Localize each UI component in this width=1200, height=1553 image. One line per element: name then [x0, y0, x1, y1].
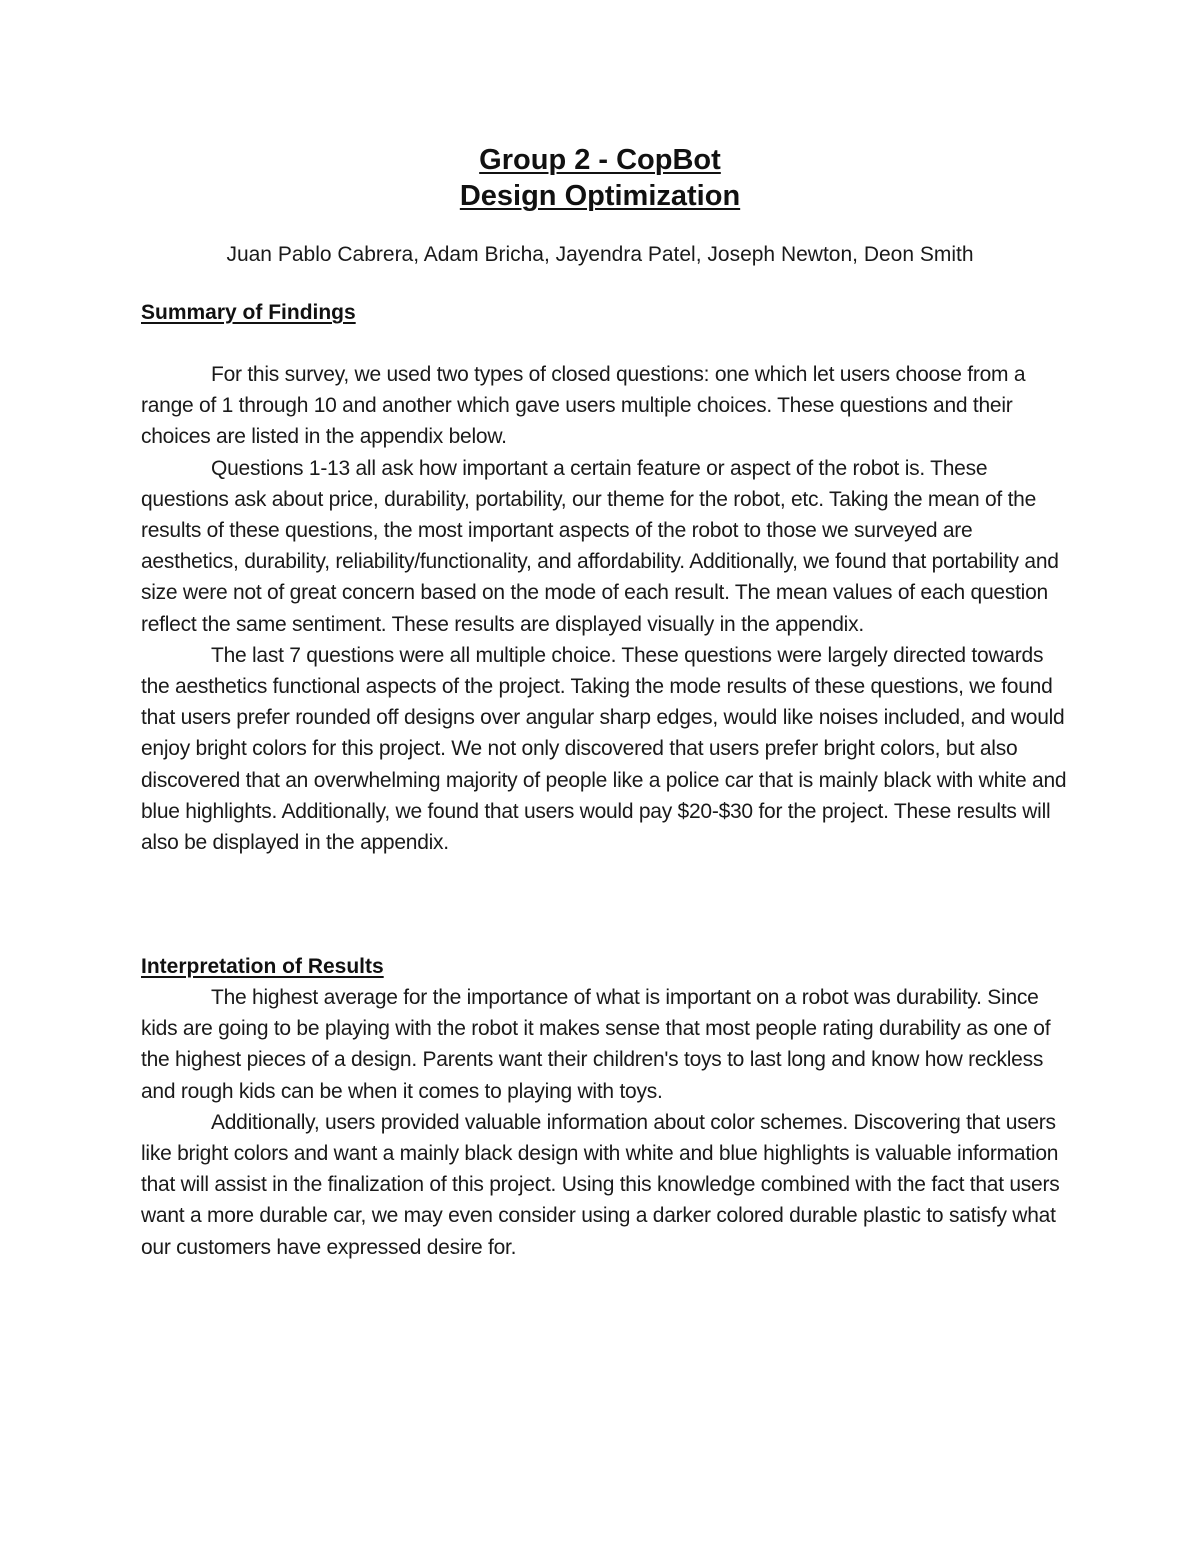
- section-heading: Interpretation of Results: [141, 955, 384, 978]
- title-line-project: Group 2 - CopBot: [479, 144, 721, 176]
- paragraph: For this survey, we used two types of closed questions: one which let users choose from a range of 1 through 10 and another which gave users multiple choices. These questions and their choices are listed in the appendix below.: [141, 363, 1026, 449]
- paragraph: The last 7 questions were all multiple choice. These questions were largely directed towards the aesthetics functional aspects of the project. Taking the mode results of these questions, we found that users prefer rounded off designs over angular sharp edges, would like noises included, and would enjoy bright colors for this project. We not only discovered that users prefer bright colors, but also discovered that an overwhelming majority of people like a police car that is mainly black with white and blue highlights. Additionally, we found that users would pay $20-$30 for the project. These results will also be displayed in the appendix.: [141, 643, 1067, 855]
- paragraph: The highest average for the importance of what is important on a robot was durability. Since kids are going to be playing with the robot it makes sense that most people rating durability as one of the highest pieces of a design. Parents want their children's toys to last long and know how reckless and rough kids can be when it comes to playing with toys.: [141, 986, 1051, 1103]
- document-title: [0, 142, 1200, 214]
- author-list: Juan Pablo Cabrera, Adam Bricha, Jayendra Patel, Joseph Newton, Deon Smith: [226, 243, 974, 266]
- paragraph: Questions 1-13 all ask how important a certain feature or aspect of the robot is. These questions ask about price, durability, portability, our theme for the robot, etc. Taking the mean of the results of these questions, the most important aspects of the robot to those we surveyed are aesthetics, durability, reliability/functionality, and affordability. Additionally, we found that portability and size were not of great concern based on the mode of each result. The mean values of each question reflect the same sentiment. These results are displayed visually in the appendix.: [141, 456, 1059, 636]
- title-line-subtitle: Design Optimization: [459, 180, 741, 212]
- section-interpretation-of-results: [141, 951, 1071, 1263]
- section-summary-of-findings: [141, 297, 1071, 858]
- paragraph: Additionally, users provided valuable information about color schemes. Discovering that users like bright colors and want a mainly black design with white and blue highlights is valuable information that will assist in the finalization of this project. Using this knowledge combined with the fact that users want a more durable car, we may even consider using a darker colored durable plastic to satisfy what our customers have expressed desire for.: [141, 1110, 1060, 1259]
- section-heading: Summary of Findings: [141, 301, 356, 324]
